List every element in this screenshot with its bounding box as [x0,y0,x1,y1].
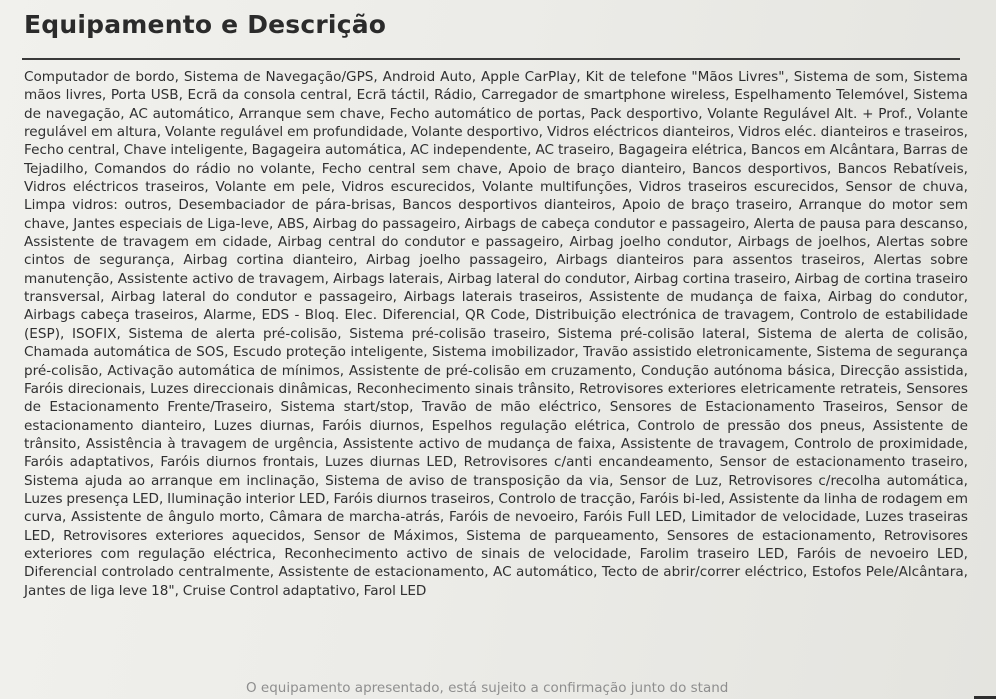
section-title: Equipamento e Descrição [24,10,387,39]
equipment-description: Computador de bordo, Sistema de Navegação/GPS, Android Auto, Apple CarPlay, Kit de telefone "Mãos Livres", Sistema de som, Sistema mãos livres, Porta USB, Ecrã da consola central, Ecrã táctil, Rádio, Carregador de smartphone wireless, Espelhamento Telemóvel, Sistema de navegação, AC automático, Arranque sem chave, Fecho automático de portas, Pack desportivo, Volante Regulável Alt. + Prof., Volante regulável em altura, Volante regulável em profundidade, Volante desportivo, Vidros eléctricos dianteiros, Vidros eléc. dianteiros e traseiros, Fecho central, Chave inteligente, Bagageira automática, AC independente, AC traseiro, Bagageira elétrica, Bancos em Alcântara, Barras de Tejadilho, Comandos do rádio no volante, Fecho central sem chave, Apoio de braço dianteiro, Bancos desportivos, Bancos Rebatíveis, Vidros eléctricos traseiros, Volante em pele, Vidros escurecidos, Volante multifunções, Vidros traseiros escurecidos, Sensor de chuva, Limpa vidros: outros, Desembaciador de pára-brisas, Bancos desportivos dianteiros, Apoio de braço traseiro, Arranque do motor sem chave, Jantes especiais de Liga-leve, ABS, Airbag do passageiro, Airbags de cabeça condutor e passageiro, Alerta de pausa para descanso, Assistente de travagem em cidade, Airbag central do condutor e passageiro, Airbag joelho condutor, Airbags de joelhos, Alertas sobre cintos de segurança, Airbag cortina dianteiro, Airbag joelho passageiro, Airbags dianteiros para assentos traseiros, Alertas sobre manutenção, Assistente activo de travagem, Airbags laterais, Airbag lateral do condutor, Airbag cortina traseiro, Airbag de cortina traseiro transversal, Airbag lateral do condutor e passageiro, Airbags laterais traseiros, Assistente de mudança de faixa, Airbag do condutor, Airbags cabeça traseiros, Alarme, EDS - Bloq. Elec. Diferencial, QR Code, Distribuição electrónica de travagem, Controlo de estabilidade (ESP), ISOFIX, Sistema de alerta pré-colisão, Sistema pré-colisão traseiro, Sistema pré-colisão lateral, Sistema de alerta de colisão, Chamada automática de SOS, Escudo proteção inteligente, Sistema imobilizador, Travão assistido eletronicamente, Sistema de segurança pré-colisão, Activação automática de mínimos, Assistente de pré-colisão em cruzamento, Condução autónoma básica, Direcção assistida, Faróis direcionais, Luzes direccionais dinâmicas, Reconhecimento sinais trânsito, Retrovisores exteriores eletricamente retrateis, Sensores de Estacionamento Frente/Traseiro, Sistema start/stop, Travão de mão eléctrico, Sensores de Estacionamento Traseiros, Sensor de estacionamento dianteiro, Luzes diurnas, Faróis diurnos, Espelhos regulação elétrica, Controlo de pressão dos pneus, Assistente de trânsito, Assistência à travagem de urgência, Assistente activo de mudança de faixa, Assistente de travagem, Controlo de proximidade, Faróis adaptativos, Faróis diurnos frontais, Luzes diurnas LED, Retrovisores c/anti encandeamento, Sensor de estacionamento traseiro, Sistema ajuda ao arranque em inclinação, Sistema de aviso de transposição da via, Sensor de Luz, Retrovisores c/recolha automática, Luzes presença LED, Iluminação interior LED, Faróis diurnos traseiros, Controlo de tracção, Faróis bi-led, Assistente da linha de rodagem em curva, Assistente de ângulo morto, Câmara de marcha-atrás, Faróis de nevoeiro, Faróis Full LED, Limitador de velocidade, Luzes traseiras LED, Retrovisores exteriores aquecidos, Sensor de Máximos, Sistema de parqueamento, Sensores de estacionamento, Retrovisores exteriores com regulação eléctrica, Reconhecimento activo de sinais de velocidade, Farolim traseiro LED, Faróis de nevoeiro LED, Diferencial controlado centralmente, Assistente de estacionamento, AC automático, Tecto de abrir/correr eléctrico, Estofos Pele/Alcântara, Jantes de liga leve 18", Cruise Control adaptativo, Farol LED [24,69,968,599]
disclaimer-footnote: O equipamento apresentado, está sujeito a confirmação junto do stand [246,680,729,696]
title-divider [22,58,960,60]
